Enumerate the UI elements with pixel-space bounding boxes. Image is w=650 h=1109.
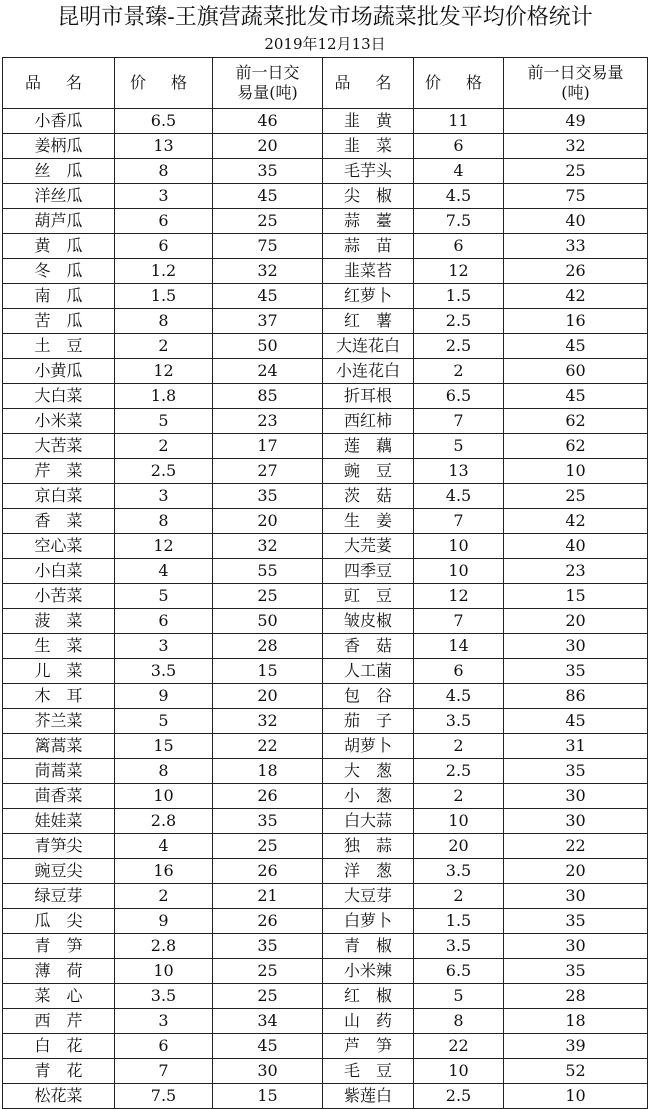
cell-volume-2: 33 <box>504 234 648 259</box>
cell-name-2: 人工菌 <box>323 659 414 684</box>
cell-name: 小苦菜 <box>3 584 115 609</box>
cell-price-2: 13 <box>414 459 504 484</box>
cell-price-2: 7 <box>414 609 504 634</box>
cell-price-2: 2 <box>414 884 504 909</box>
cell-name-2: 尖 椒 <box>323 184 414 209</box>
cell-volume-2: 49 <box>504 109 648 134</box>
cell-volume-2: 42 <box>504 509 648 534</box>
table-row <box>3 559 648 584</box>
cell-price-2: 2.5 <box>414 334 504 359</box>
cell-name: 苦 瓜 <box>3 309 115 334</box>
cell-volume-2: 45 <box>504 334 648 359</box>
cell-price-2: 3.5 <box>414 859 504 884</box>
cell-name-2: 四季豆 <box>323 559 414 584</box>
cell-name: 木 耳 <box>3 684 115 709</box>
cell-name-2: 红萝卜 <box>323 284 414 309</box>
cell-price: 2.8 <box>115 934 213 959</box>
table-row <box>3 284 648 309</box>
cell-name-2: 茄 子 <box>323 709 414 734</box>
cell-volume-2: 10 <box>504 459 648 484</box>
cell-price-2: 7.5 <box>414 209 504 234</box>
cell-name: 京白菜 <box>3 484 115 509</box>
table-row <box>3 409 648 434</box>
cell-name: 菠 菜 <box>3 609 115 634</box>
document-title: 昆明市景臻-王旗营蔬菜批发市场蔬菜批发平均价格统计 <box>57 5 593 30</box>
cell-name: 小米菜 <box>3 409 115 434</box>
cell-name-2: 洋 葱 <box>323 859 414 884</box>
cell-name: 白 花 <box>3 1034 115 1059</box>
table-row <box>3 859 648 884</box>
cell-volume: 26 <box>213 909 323 934</box>
cell-price-2: 5 <box>414 984 504 1009</box>
cell-volume-2: 45 <box>504 384 648 409</box>
cell-volume-2: 40 <box>504 534 648 559</box>
cell-name: 小白菜 <box>3 559 115 584</box>
cell-volume-2: 40 <box>504 209 648 234</box>
table-row <box>3 159 648 184</box>
cell-volume: 20 <box>213 509 323 534</box>
cell-volume-2: 62 <box>504 409 648 434</box>
cell-price-2: 3.5 <box>414 709 504 734</box>
cell-price-2: 10 <box>414 559 504 584</box>
cell-price-2: 4.5 <box>414 484 504 509</box>
cell-volume-2: 16 <box>504 309 648 334</box>
cell-name: 丝 瓜 <box>3 159 115 184</box>
table-row <box>3 609 648 634</box>
cell-name: 青 笋 <box>3 934 115 959</box>
cell-price: 15 <box>115 734 213 759</box>
cell-name: 瓜 尖 <box>3 909 115 934</box>
cell-name-2: 毛 豆 <box>323 1059 414 1084</box>
cell-volume-2: 42 <box>504 284 648 309</box>
cell-volume: 15 <box>213 1084 323 1109</box>
cell-price: 5 <box>115 409 213 434</box>
cell-volume: 32 <box>213 709 323 734</box>
cell-volume: 37 <box>213 309 323 334</box>
cell-volume: 45 <box>213 184 323 209</box>
cell-volume-2: 60 <box>504 359 648 384</box>
cell-name-2: 红 椒 <box>323 984 414 1009</box>
cell-name: 香 菜 <box>3 509 115 534</box>
cell-name-2: 莲 藕 <box>323 434 414 459</box>
cell-price: 6 <box>115 1034 213 1059</box>
cell-volume: 50 <box>213 334 323 359</box>
cell-volume: 26 <box>213 784 323 809</box>
cell-name: 豌豆尖 <box>3 859 115 884</box>
cell-price-2: 2 <box>414 784 504 809</box>
cell-volume: 17 <box>213 434 323 459</box>
cell-price: 4 <box>115 834 213 859</box>
cell-price: 16 <box>115 859 213 884</box>
table-row <box>3 309 648 334</box>
cell-volume: 21 <box>213 884 323 909</box>
cell-price: 6 <box>115 234 213 259</box>
cell-volume: 20 <box>213 134 323 159</box>
table-row <box>3 184 648 209</box>
table-row <box>3 384 648 409</box>
cell-price-2: 7 <box>414 509 504 534</box>
cell-price-2: 11 <box>414 109 504 134</box>
cell-price: 5 <box>115 709 213 734</box>
cell-volume: 28 <box>213 634 323 659</box>
table-header-row <box>3 58 648 109</box>
cell-name: 姜柄瓜 <box>3 134 115 159</box>
cell-price-2: 22 <box>414 1034 504 1059</box>
document-date: 2019年12月13日 <box>264 35 386 53</box>
cell-volume: 22 <box>213 734 323 759</box>
table-row <box>3 959 648 984</box>
cell-price: 2 <box>115 884 213 909</box>
cell-volume-2: 75 <box>504 184 648 209</box>
cell-name-2: 豇 豆 <box>323 584 414 609</box>
table-row <box>3 134 648 159</box>
table-row <box>3 934 648 959</box>
header-volume-2-line-1: 前一日交易量 <box>527 63 624 82</box>
cell-name: 芥兰菜 <box>3 709 115 734</box>
cell-price-2: 2.5 <box>414 1084 504 1109</box>
cell-volume: 15 <box>213 659 323 684</box>
cell-volume: 32 <box>213 534 323 559</box>
cell-price: 8 <box>115 759 213 784</box>
table-row <box>3 459 648 484</box>
cell-price-2: 10 <box>414 809 504 834</box>
cell-price: 6 <box>115 609 213 634</box>
table-row <box>3 334 648 359</box>
cell-name: 娃娃菜 <box>3 809 115 834</box>
cell-price: 9 <box>115 909 213 934</box>
cell-price: 3.5 <box>115 659 213 684</box>
cell-volume: 45 <box>213 1034 323 1059</box>
table-row <box>3 984 648 1009</box>
cell-volume-2: 10 <box>504 1084 648 1109</box>
cell-volume: 25 <box>213 959 323 984</box>
cell-volume: 50 <box>213 609 323 634</box>
header-name-2: 品 名 <box>323 58 414 109</box>
cell-name: 芹 菜 <box>3 459 115 484</box>
cell-name-2: 茨 菇 <box>323 484 414 509</box>
cell-name: 大苦菜 <box>3 434 115 459</box>
cell-volume-2: 35 <box>504 659 648 684</box>
table-row <box>3 209 648 234</box>
cell-price: 3 <box>115 484 213 509</box>
cell-name: 篱蒿菜 <box>3 734 115 759</box>
cell-volume-2: 18 <box>504 1009 648 1034</box>
cell-volume-2: 30 <box>504 809 648 834</box>
cell-name-2: 皱皮椒 <box>323 609 414 634</box>
table-row <box>3 634 648 659</box>
cell-volume: 35 <box>213 809 323 834</box>
cell-name-2: 豌 豆 <box>323 459 414 484</box>
cell-volume-2: 35 <box>504 959 648 984</box>
cell-name-2: 小 葱 <box>323 784 414 809</box>
header-price: 价 格 <box>115 58 213 109</box>
cell-price: 12 <box>115 534 213 559</box>
cell-name: 茴香菜 <box>3 784 115 809</box>
cell-price-2: 2 <box>414 359 504 384</box>
table-row <box>3 759 648 784</box>
cell-volume: 55 <box>213 559 323 584</box>
table-row <box>3 784 648 809</box>
cell-price: 6 <box>115 209 213 234</box>
cell-price: 12 <box>115 359 213 384</box>
table-row <box>3 684 648 709</box>
cell-name: 南 瓜 <box>3 284 115 309</box>
cell-price: 13 <box>115 134 213 159</box>
table-row <box>3 234 648 259</box>
cell-name-2: 蒜 苗 <box>323 234 414 259</box>
cell-price: 3 <box>115 634 213 659</box>
header-volume-2-line-2: (吨) <box>561 83 590 102</box>
cell-price-2: 6.5 <box>414 384 504 409</box>
cell-name: 大白菜 <box>3 384 115 409</box>
cell-name-2: 青 椒 <box>323 934 414 959</box>
header-volume-2 <box>504 58 648 109</box>
table-row <box>3 434 648 459</box>
cell-price: 2.5 <box>115 459 213 484</box>
cell-price: 3.5 <box>115 984 213 1009</box>
cell-name: 青 花 <box>3 1059 115 1084</box>
cell-name-2: 大 葱 <box>323 759 414 784</box>
cell-name-2: 大连花白 <box>323 334 414 359</box>
cell-price-2: 20 <box>414 834 504 859</box>
header-volume-line-1: 前一日交 <box>235 63 300 82</box>
cell-name: 空心菜 <box>3 534 115 559</box>
cell-name: 西 芹 <box>3 1009 115 1034</box>
cell-volume: 25 <box>213 209 323 234</box>
cell-name: 土 豆 <box>3 334 115 359</box>
cell-volume-2: 22 <box>504 834 648 859</box>
cell-volume-2: 52 <box>504 1059 648 1084</box>
cell-name-2: 独 蒜 <box>323 834 414 859</box>
cell-volume-2: 28 <box>504 984 648 1009</box>
table-row <box>3 709 648 734</box>
header-volume <box>213 58 323 109</box>
table-row <box>3 734 648 759</box>
cell-price-2: 2 <box>414 734 504 759</box>
cell-price: 5 <box>115 584 213 609</box>
cell-name-2: 大豆芽 <box>323 884 414 909</box>
cell-name-2: 山 药 <box>323 1009 414 1034</box>
table-row <box>3 109 648 134</box>
cell-volume-2: 20 <box>504 609 648 634</box>
cell-price: 1.2 <box>115 259 213 284</box>
cell-name-2: 包 谷 <box>323 684 414 709</box>
cell-name: 小黄瓜 <box>3 359 115 384</box>
cell-volume: 25 <box>213 584 323 609</box>
cell-price: 3 <box>115 184 213 209</box>
cell-price-2: 6 <box>414 234 504 259</box>
cell-price: 8 <box>115 309 213 334</box>
cell-price-2: 2.5 <box>414 759 504 784</box>
cell-price: 9 <box>115 684 213 709</box>
cell-price: 2 <box>115 334 213 359</box>
cell-name-2: 香 菇 <box>323 634 414 659</box>
cell-name-2: 韭 黄 <box>323 109 414 134</box>
cell-volume: 45 <box>213 284 323 309</box>
cell-name-2: 大芫荽 <box>323 534 414 559</box>
cell-price: 2.8 <box>115 809 213 834</box>
cell-volume-2: 26 <box>504 259 648 284</box>
table-row <box>3 1009 648 1034</box>
cell-name-2: 芦 笋 <box>323 1034 414 1059</box>
cell-volume-2: 15 <box>504 584 648 609</box>
table-row <box>3 809 648 834</box>
cell-volume-2: 35 <box>504 759 648 784</box>
cell-volume: 85 <box>213 384 323 409</box>
cell-volume: 34 <box>213 1009 323 1034</box>
cell-name: 生 菜 <box>3 634 115 659</box>
cell-price-2: 10 <box>414 534 504 559</box>
table-row <box>3 1034 648 1059</box>
cell-name-2: 韭 菜 <box>323 134 414 159</box>
cell-name: 菜 心 <box>3 984 115 1009</box>
cell-price-2: 1.5 <box>414 284 504 309</box>
cell-price: 10 <box>115 784 213 809</box>
cell-volume: 23 <box>213 409 323 434</box>
header-price-2: 价 格 <box>414 58 504 109</box>
cell-price: 10 <box>115 959 213 984</box>
cell-volume: 35 <box>213 934 323 959</box>
cell-name-2: 蒜 薹 <box>323 209 414 234</box>
table-row <box>3 534 648 559</box>
cell-price-2: 6 <box>414 134 504 159</box>
cell-name-2: 小连花白 <box>323 359 414 384</box>
cell-volume: 25 <box>213 834 323 859</box>
cell-name-2: 紫莲白 <box>323 1084 414 1109</box>
cell-name: 儿 菜 <box>3 659 115 684</box>
cell-volume-2: 30 <box>504 634 648 659</box>
cell-volume: 27 <box>213 459 323 484</box>
cell-name: 茼蒿菜 <box>3 759 115 784</box>
table-row <box>3 834 648 859</box>
cell-volume-2: 62 <box>504 434 648 459</box>
cell-price: 4 <box>115 559 213 584</box>
cell-volume: 24 <box>213 359 323 384</box>
table-row <box>3 1059 648 1084</box>
cell-volume: 75 <box>213 234 323 259</box>
cell-volume: 26 <box>213 859 323 884</box>
cell-price-2: 14 <box>414 634 504 659</box>
cell-volume-2: 25 <box>504 159 648 184</box>
cell-name: 松花菜 <box>3 1084 115 1109</box>
cell-price-2: 10 <box>414 1059 504 1084</box>
header-volume-line-2: 易量(吨) <box>237 83 298 102</box>
cell-price-2: 1.5 <box>414 909 504 934</box>
table-row <box>3 484 648 509</box>
cell-name-2: 生 姜 <box>323 509 414 534</box>
cell-price: 3 <box>115 1009 213 1034</box>
cell-name-2: 韭菜苔 <box>323 259 414 284</box>
table-row <box>3 509 648 534</box>
cell-name-2: 西红柿 <box>323 409 414 434</box>
cell-volume-2: 25 <box>504 484 648 509</box>
cell-price: 7.5 <box>115 1084 213 1109</box>
cell-price-2: 6 <box>414 659 504 684</box>
cell-volume: 25 <box>213 984 323 1009</box>
table-row <box>3 659 648 684</box>
cell-volume-2: 35 <box>504 909 648 934</box>
cell-volume: 20 <box>213 684 323 709</box>
cell-name-2: 白大蒜 <box>323 809 414 834</box>
cell-name-2: 红 薯 <box>323 309 414 334</box>
cell-volume-2: 31 <box>504 734 648 759</box>
cell-name: 薄 荷 <box>3 959 115 984</box>
cell-volume: 35 <box>213 159 323 184</box>
cell-volume-2: 20 <box>504 859 648 884</box>
cell-price-2: 7 <box>414 409 504 434</box>
cell-volume-2: 86 <box>504 684 648 709</box>
cell-price: 8 <box>115 159 213 184</box>
cell-volume: 35 <box>213 484 323 509</box>
table-row <box>3 359 648 384</box>
cell-price-2: 12 <box>414 584 504 609</box>
cell-name: 葫芦瓜 <box>3 209 115 234</box>
cell-price-2: 4.5 <box>414 684 504 709</box>
cell-name-2: 白萝卜 <box>323 909 414 934</box>
cell-volume: 18 <box>213 759 323 784</box>
cell-volume-2: 30 <box>504 884 648 909</box>
cell-name-2: 毛芋头 <box>323 159 414 184</box>
table-row <box>3 259 648 284</box>
cell-volume-2: 23 <box>504 559 648 584</box>
cell-price-2: 12 <box>414 259 504 284</box>
cell-price-2: 3.5 <box>414 934 504 959</box>
table-row <box>3 884 648 909</box>
cell-name: 青笋尖 <box>3 834 115 859</box>
cell-name: 冬 瓜 <box>3 259 115 284</box>
cell-volume-2: 39 <box>504 1034 648 1059</box>
cell-price-2: 4 <box>414 159 504 184</box>
cell-price-2: 2.5 <box>414 309 504 334</box>
table-body <box>3 109 648 1109</box>
cell-price-2: 6.5 <box>414 959 504 984</box>
cell-name-2: 小米辣 <box>323 959 414 984</box>
cell-name: 绿豆芽 <box>3 884 115 909</box>
cell-price-2: 8 <box>414 1009 504 1034</box>
cell-name: 洋丝瓜 <box>3 184 115 209</box>
cell-name: 黄 瓜 <box>3 234 115 259</box>
table-row <box>3 909 648 934</box>
cell-volume-2: 30 <box>504 784 648 809</box>
cell-price: 1.5 <box>115 284 213 309</box>
cell-price: 6.5 <box>115 109 213 134</box>
cell-volume-2: 32 <box>504 134 648 159</box>
cell-name-2: 胡萝卜 <box>323 734 414 759</box>
cell-name-2: 折耳根 <box>323 384 414 409</box>
cell-volume-2: 45 <box>504 709 648 734</box>
cell-volume: 30 <box>213 1059 323 1084</box>
cell-volume: 46 <box>213 109 323 134</box>
cell-price-2: 4.5 <box>414 184 504 209</box>
cell-price-2: 5 <box>414 434 504 459</box>
cell-volume: 32 <box>213 259 323 284</box>
table-row <box>3 584 648 609</box>
price-table <box>2 57 648 1109</box>
cell-price: 2 <box>115 434 213 459</box>
cell-price: 1.8 <box>115 384 213 409</box>
cell-name: 小香瓜 <box>3 109 115 134</box>
cell-volume-2: 30 <box>504 934 648 959</box>
header-name: 品 名 <box>3 58 115 109</box>
cell-price: 8 <box>115 509 213 534</box>
cell-price: 7 <box>115 1059 213 1084</box>
